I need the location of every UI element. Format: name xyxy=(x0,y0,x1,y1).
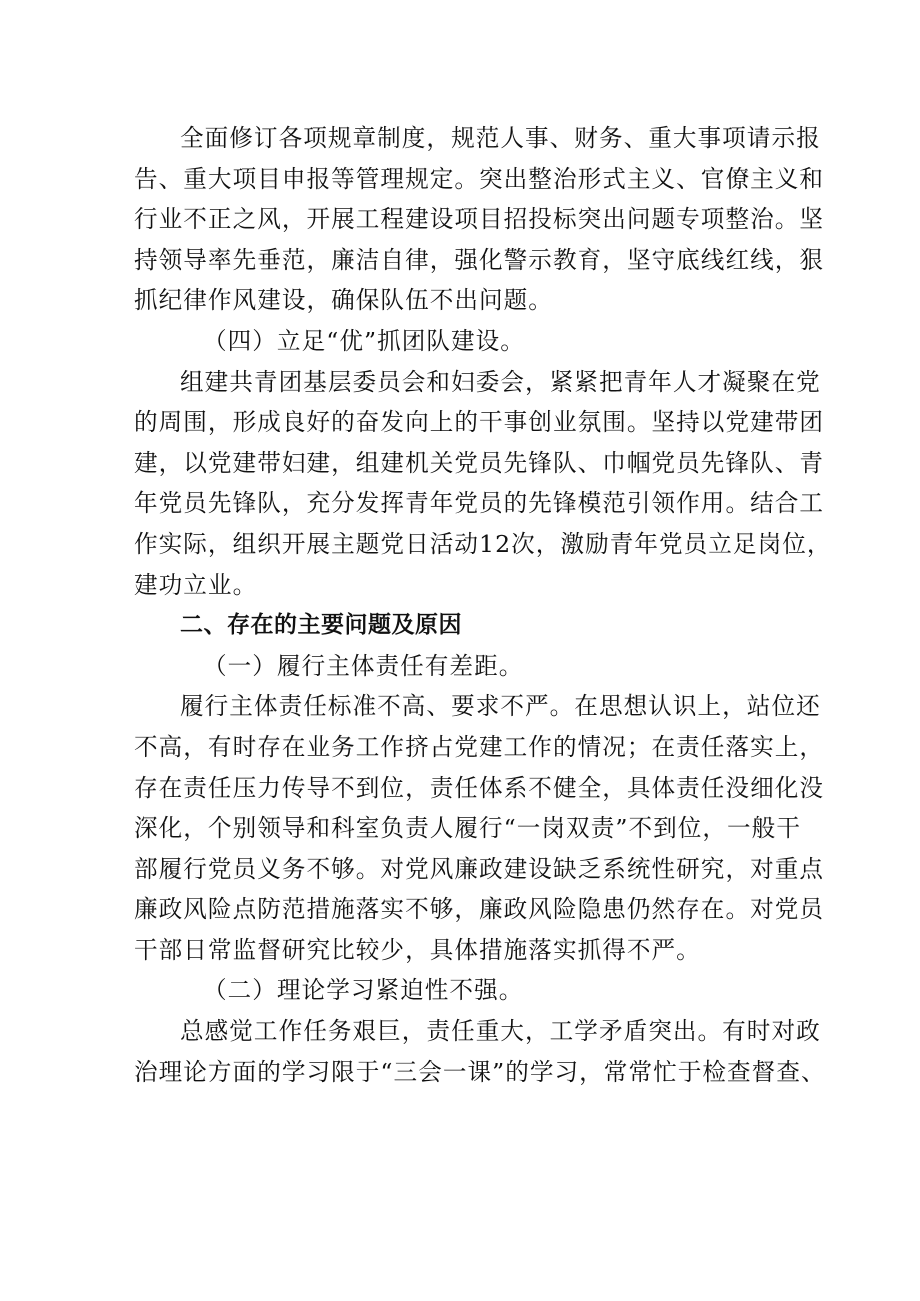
paragraph-line: 建功立业。 xyxy=(134,570,258,599)
paragraph-line: 廉政风险点防范措施落实不够，廉政风险隐患仍然存在。对党员 xyxy=(134,895,825,924)
section-subheading: （四）立足“优”抓团队建设。 xyxy=(203,326,525,355)
paragraph-line: 不高，有时存在业务工作挤占党建工作的情况；在责任落实上， xyxy=(134,732,825,761)
paragraph-line: 履行主体责任标准不高、要求不严。在思想认识上，站位还 xyxy=(180,692,821,721)
section-heading: 二、存在的主要问题及原因 xyxy=(180,612,462,639)
paragraph-line: 年党员先锋队，充分发挥青年党员的先锋模范引领作用。结合工 xyxy=(134,489,825,518)
paragraph-line: 治理论方面的学习限于“三会一课”的学习，常常忙于检查督查、 xyxy=(134,1057,826,1086)
paragraph-line: 持领导率先垂范，廉洁自律，强化警示教育，坚守底线红线，狠 xyxy=(134,245,825,274)
paragraph-line: 建，以党建带妇建，组建机关党员先锋队、巾帼党员先锋队、青 xyxy=(134,448,825,477)
paragraph-line: 存在责任压力传导不到位，责任体系不健全，具体责任没细化没 xyxy=(134,773,825,802)
paragraph-line: 部履行党员义务不够。对党风廉政建设缺乏系统性研究，对重点 xyxy=(134,854,825,883)
paragraph-line: 行业不正之风，开展工程建设项目招投标突出问题专项整治。坚 xyxy=(134,205,825,234)
paragraph-line: 深化，个别领导和科室负责人履行“一岗双责”不到位，一般干 xyxy=(134,814,801,843)
paragraph-line: 的周围，形成良好的奋发向上的干事创业氛围。坚持以党建带团 xyxy=(134,408,825,437)
paragraph-line: 干部日常监督研究比较少，具体措施落实抓得不严。 xyxy=(134,935,701,964)
paragraph-line: 抓纪律作风建设，确保队伍不出问题。 xyxy=(134,286,553,315)
paragraph-line: 作实际，组织开展主题党日活动12次，激励青年党员立足岗位， xyxy=(134,529,832,558)
document-body xyxy=(134,118,832,1092)
paragraph-line: 组建共青团基层委员会和妇委会，紧紧把青年人才凝聚在党 xyxy=(180,367,821,396)
section-subheading: （一）履行主体责任有差距。 xyxy=(203,651,524,680)
paragraph-line: 告、重大项目申报等管理规定。突出整治形式主义、官僚主义和 xyxy=(134,164,825,193)
section-subheading: （二）理论学习紧迫性不强。 xyxy=(203,976,524,1005)
paragraph-line: 全面修订各项规章制度，规范人事、财务、重大事项请示报 xyxy=(180,124,821,152)
paragraph-line: 总感觉工作任务艰巨，责任重大，工学矛盾突出。有时对政 xyxy=(180,1017,821,1046)
